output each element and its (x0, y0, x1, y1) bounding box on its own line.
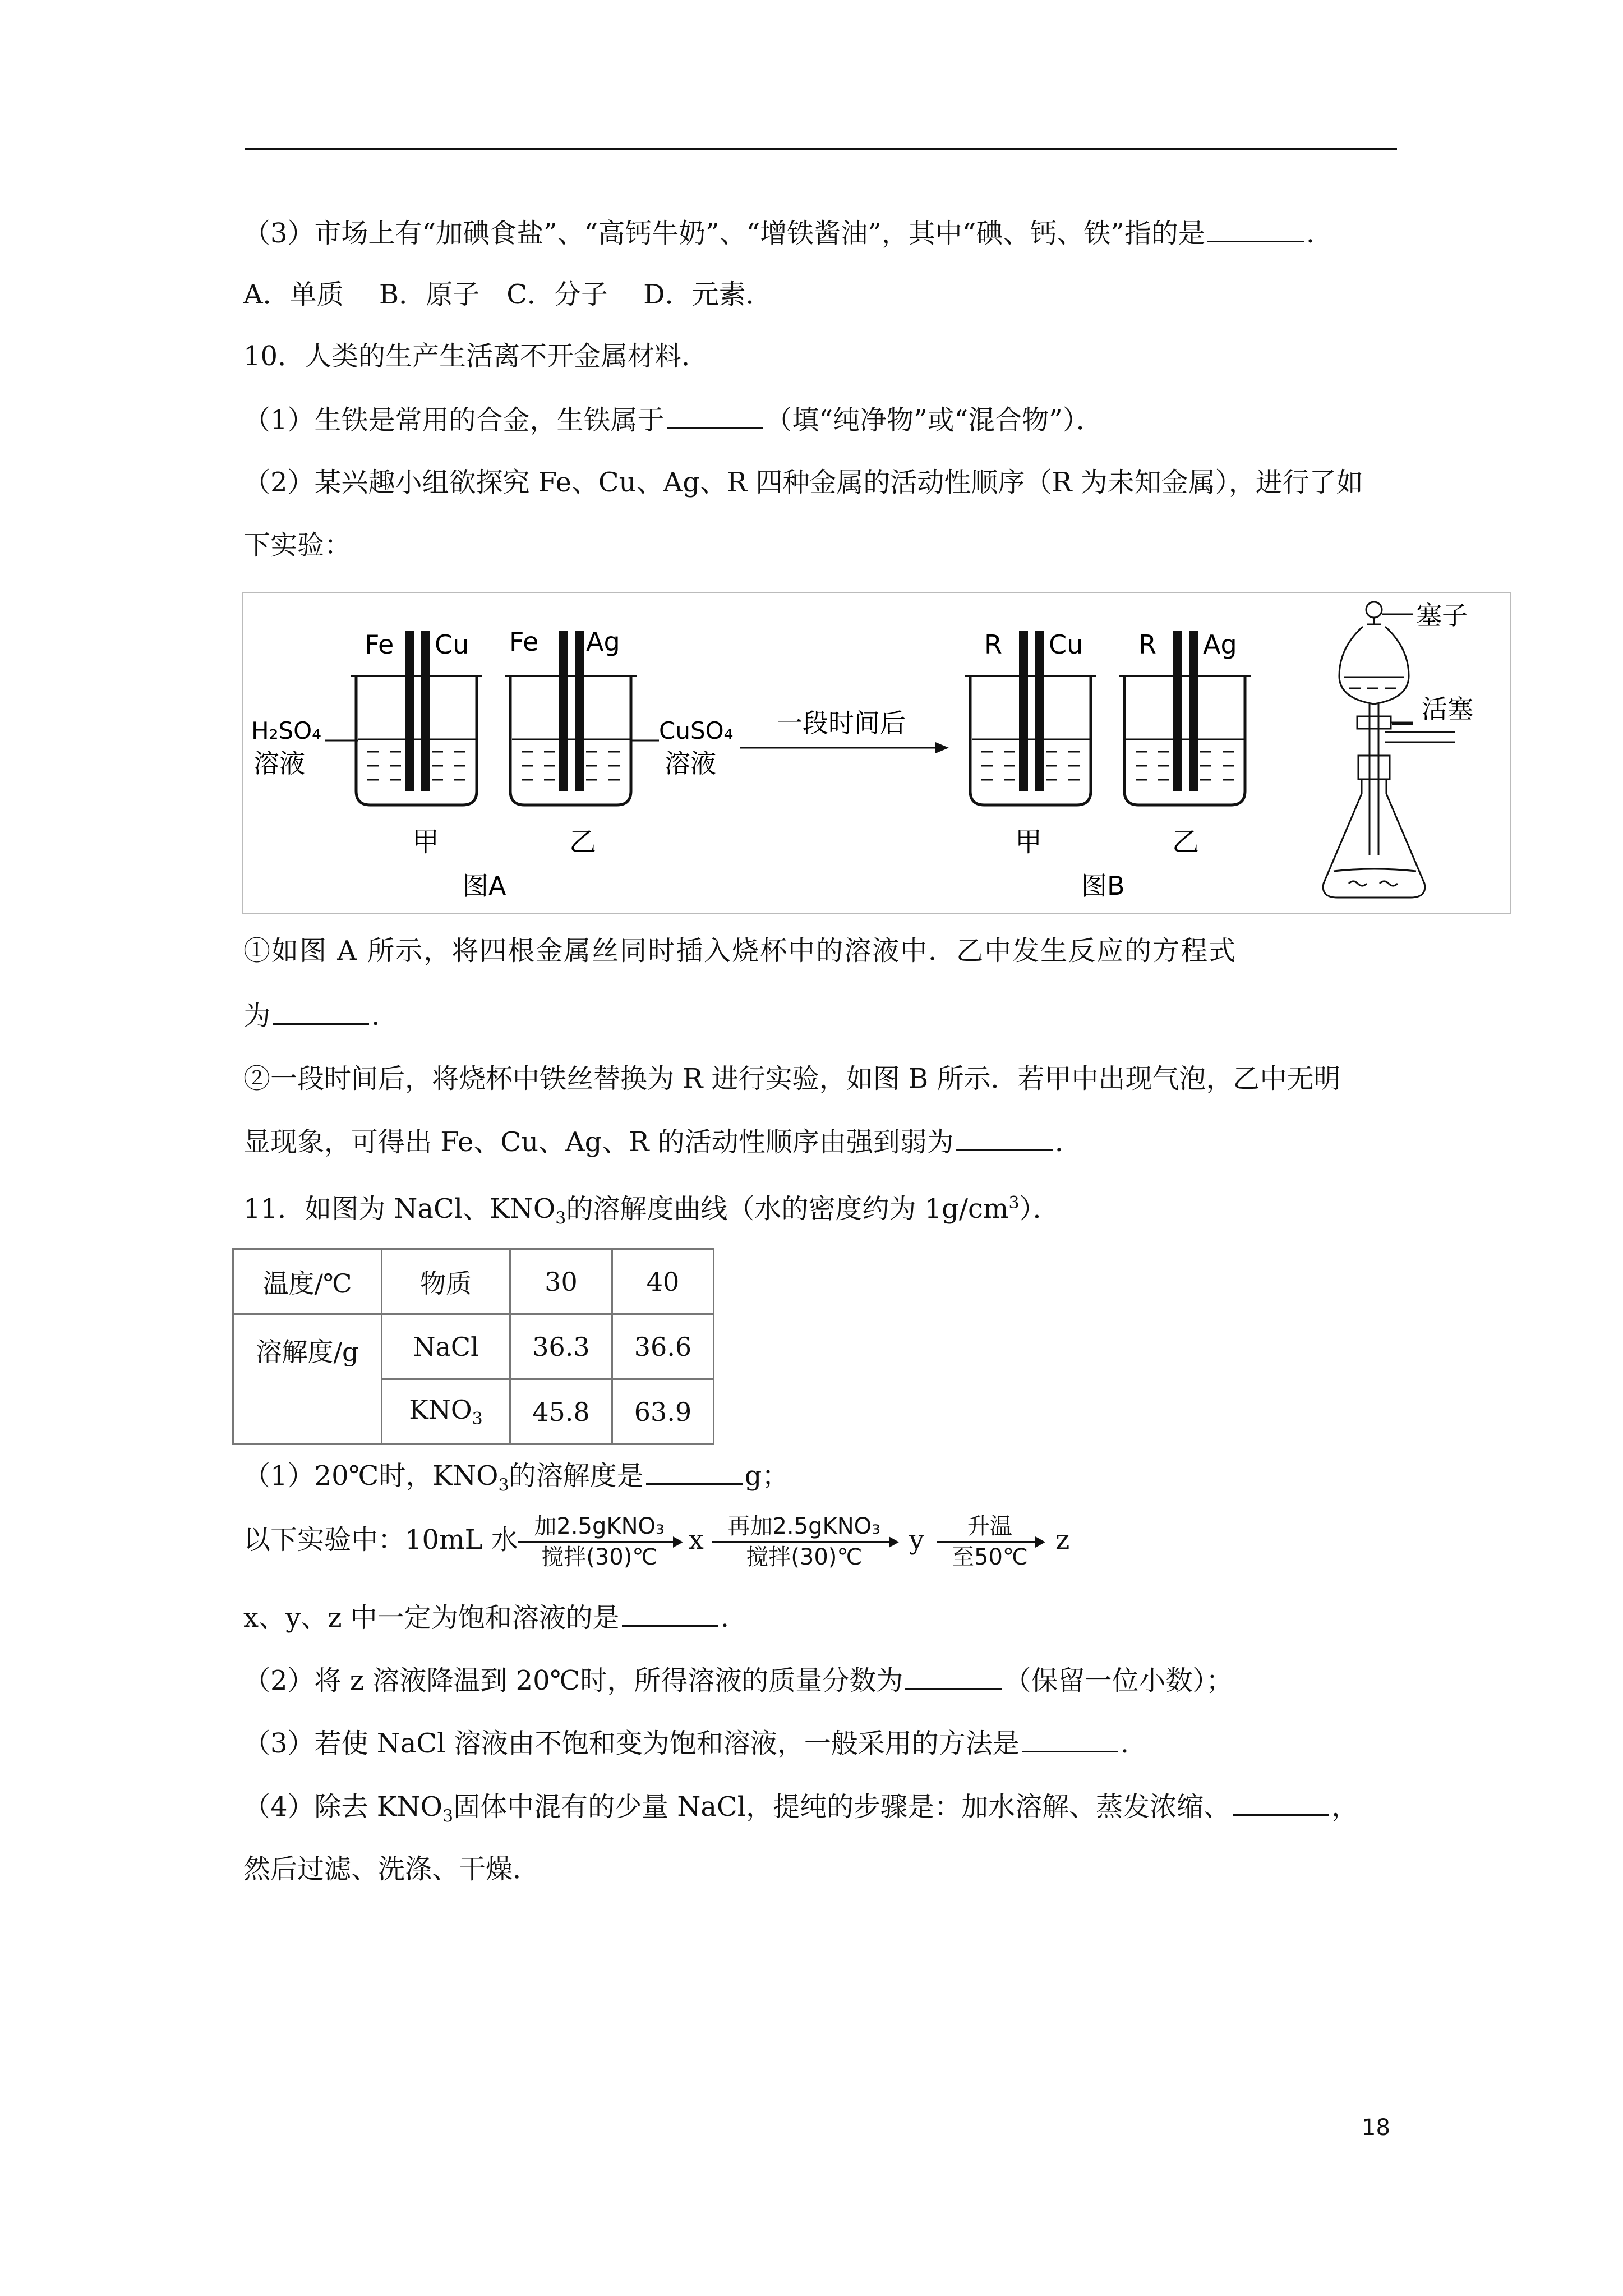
q11-part4-mid: 固体中混有的少量 NaCl，提纯的步骤是：加水溶解、蒸发浓缩、 (453, 1791, 1231, 1823)
header-40: 40 (612, 1249, 714, 1314)
answer-blank[interactable] (956, 1125, 1053, 1151)
q11-title-start: 11．如图为 NaCl、KNO (243, 1193, 556, 1225)
q9-3-stem (243, 216, 1315, 250)
label-jia-a: 甲 (412, 826, 440, 858)
flow-step-2-bottom: 搅拌(30)℃ (746, 1544, 863, 1570)
cell-kno3 (382, 1379, 510, 1444)
label-fe-a2: Fe (509, 627, 539, 657)
flow-y: y (909, 1524, 924, 1556)
table-row (233, 1314, 714, 1379)
solubility-table (232, 1248, 714, 1445)
q11-flow (243, 1509, 1082, 1572)
figure-frame (242, 593, 1510, 913)
label-yi-b: 乙 (1172, 826, 1200, 858)
q10-step1-prefix: 为 (243, 1000, 271, 1032)
q11-part1-question-end: . (720, 1602, 730, 1634)
answer-blank[interactable] (622, 1600, 718, 1627)
label-time-passes: 一段时间后 (777, 708, 906, 738)
header-30: 30 (510, 1249, 612, 1314)
flow-intro: 以下实验中：10mL 水 (243, 1524, 518, 1556)
label-yi-a: 乙 (569, 826, 597, 858)
q10-part1-text: （1）生铁是常用的合金，生铁属于 (243, 404, 665, 436)
q11-part1-unit: g； (744, 1460, 789, 1492)
q11-part1 (243, 1458, 789, 1503)
q11-part2 (243, 1663, 1233, 1697)
label-fe-a1: Fe (365, 629, 394, 660)
q11-part2-hint: （保留一位小数）； (1004, 1665, 1233, 1696)
cell-nacl-40: 36.6 (612, 1314, 714, 1379)
gas-apparatus (1323, 602, 1455, 898)
header-solubility: 溶解度/g (233, 1314, 382, 1444)
q11-title-sub: 3 (555, 1208, 566, 1228)
label-ag-a2: Ag (586, 627, 620, 657)
header-temperature: 温度/℃ (233, 1249, 382, 1314)
label-r-b2: R (1138, 629, 1156, 660)
beaker-a-yi (505, 631, 637, 805)
q11-title-sup: 3 (1008, 1193, 1020, 1213)
q10-step2-end: . (1054, 1126, 1064, 1158)
cell-nacl: NaCl (382, 1314, 510, 1379)
flow-step-2-top: 再加2.5gKNO₃ (727, 1513, 881, 1539)
q10-part1 (243, 403, 1103, 437)
answer-blank[interactable] (1233, 1789, 1329, 1816)
q10-part2-line2: 下实验： (243, 530, 352, 561)
q10-step2-text: 显现象，可得出 Fe、Cu、Ag、R 的活动性顺序由强到弱为 (243, 1126, 954, 1158)
q11-part2-text: （2）将 z 溶液降温到 20℃时，所得溶液的质量分数为 (243, 1665, 903, 1696)
answer-blank[interactable] (667, 403, 763, 429)
q9-3-options: A．单质 B．原子 C．分子 D．元素． (243, 279, 773, 310)
q10-part1-hint: （填“纯净物”或“混合物”）． (765, 404, 1103, 436)
answer-blank[interactable] (1207, 216, 1304, 242)
q11-part4-sub: 3 (442, 1806, 454, 1826)
table-row (233, 1249, 714, 1314)
page-number: 18 (1362, 2115, 1390, 2141)
q11-part4-end: ， (1331, 1791, 1359, 1823)
flow-step-1 (518, 1512, 681, 1572)
cell-nacl-30: 36.3 (510, 1314, 612, 1379)
q11-title-end: ）． (1019, 1193, 1060, 1225)
q11-part3-end: . (1120, 1728, 1129, 1759)
q11-part4-line2: 然后过滤、洗涤、干燥． (243, 1853, 540, 1885)
answer-blank[interactable] (273, 999, 369, 1025)
flow-step-3-bottom: 至50℃ (952, 1544, 1028, 1570)
q11-part1-question-text: x、y、z 中一定为饱和溶液的是 (243, 1602, 620, 1634)
q11-part1-question (243, 1600, 729, 1635)
q10-step2-line1: ②一段时间后，将烧杯中铁丝替换为 R 进行实验，如图 B 所示．若甲中出现气泡，乙中无明 (243, 1063, 1341, 1094)
label-cu-a1: Cu (435, 629, 469, 660)
q11-title-mid: 的溶解度曲线（水的密度约为 1g/cm (566, 1193, 1009, 1225)
answer-blank[interactable] (905, 1663, 1002, 1690)
label-stopper: 塞子 (1416, 600, 1468, 631)
cell-kno3-sub: 3 (472, 1409, 483, 1429)
flow-arrow-1 (518, 1541, 681, 1543)
label-fig-b: 图B (1081, 871, 1125, 901)
label-r-b1: R (984, 629, 1002, 660)
q10-step1-line1: ①如图 A 所示，将四根金属丝同时插入烧杯中的溶液中．乙中发生反应的方程式 (243, 935, 1237, 967)
label-fig-a: 图A (463, 871, 506, 901)
cell-kno3-base: KNO (409, 1394, 472, 1425)
label-cuso4-solution: 溶液 (665, 748, 716, 779)
cell-kno3-30: 45.8 (510, 1379, 612, 1444)
flow-arrow-2 (712, 1541, 897, 1543)
label-cuso4: CuSO₄ (659, 717, 734, 744)
q11-part4-start: （4）除去 KNO (243, 1791, 443, 1823)
label-jia-b: 甲 (1015, 826, 1043, 858)
flow-arrow-3 (937, 1541, 1043, 1543)
q10-title: 10．人类的生产生活离不开金属材料． (243, 341, 709, 372)
q11-title (243, 1186, 1060, 1236)
label-h2so4-solution: 溶液 (253, 748, 305, 779)
header-substance: 物质 (382, 1249, 510, 1314)
label-cu-b1: Cu (1049, 629, 1083, 660)
q9-3-end: . (1306, 218, 1315, 249)
flow-step-1-bottom: 搅拌(30)℃ (541, 1544, 658, 1570)
cell-kno3-40: 63.9 (612, 1379, 714, 1444)
flow-z: z (1055, 1524, 1070, 1556)
answer-blank[interactable] (646, 1458, 743, 1485)
q11-part1-mid: 的溶解度是 (509, 1460, 644, 1492)
q11-part4 (243, 1789, 1358, 1834)
flow-x: x (688, 1524, 704, 1556)
q9-3-stem-text: （3）市场上有“加碘食盐”、“高钙牛奶”、“增铁酱油”，其中“碘、钙、铁”指的是 (243, 218, 1205, 249)
label-ag-b2: Ag (1203, 629, 1237, 660)
header-rule (245, 148, 1397, 150)
q10-step2-line2 (243, 1125, 1063, 1159)
q10-step1-end: . (371, 1000, 380, 1032)
flow-step-1-top: 加2.5gKNO₃ (534, 1513, 665, 1539)
flow-step-3 (937, 1512, 1043, 1572)
label-valve: 活塞 (1422, 694, 1473, 724)
q11-part3 (243, 1726, 1129, 1760)
q10-part2-line1: （2）某兴趣小组欲探究 Fe、Cu、Ag、R 四种金属的活动性顺序（R 为未知金属），进行了如 (243, 467, 1363, 498)
q11-part1-start: （1）20℃时，KNO (243, 1460, 499, 1492)
experiment-figure (241, 592, 1511, 914)
q11-part3-text: （3）若使 NaCl 溶液由不饱和变为饱和溶液，一般采用的方法是 (243, 1728, 1020, 1759)
flow-step-2 (712, 1512, 897, 1572)
flow-step-3-top: 升温 (967, 1513, 1012, 1539)
q11-part1-sub: 3 (498, 1475, 509, 1496)
answer-blank[interactable] (1022, 1726, 1118, 1752)
label-h2so4: H₂SO₄ (251, 717, 321, 744)
q10-step1-line2 (243, 999, 380, 1033)
